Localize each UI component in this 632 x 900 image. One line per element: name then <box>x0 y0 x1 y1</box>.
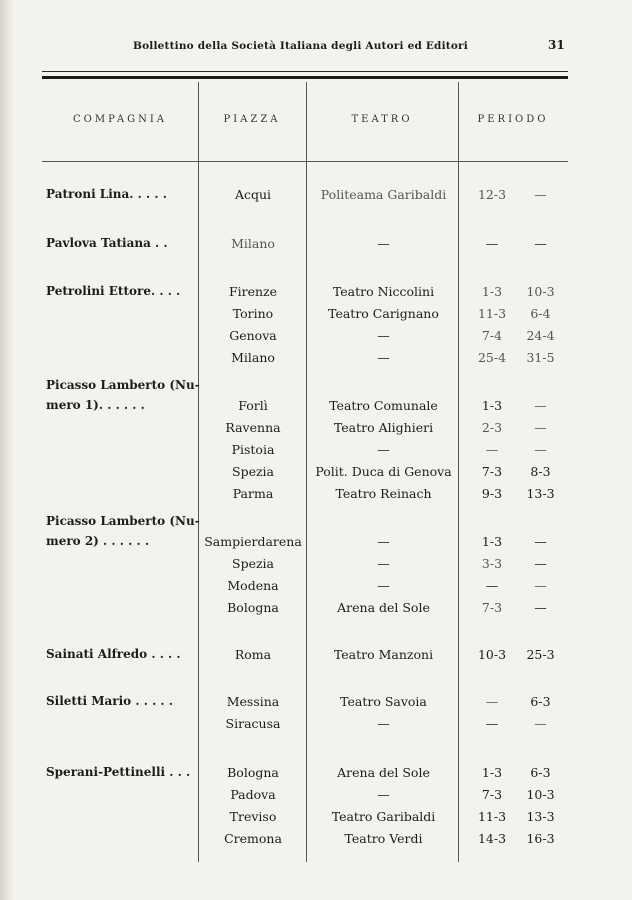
period-from-cell: 1-3 <box>481 284 503 299</box>
period-to-cell: 10-3 <box>526 787 555 802</box>
teatro-cell: Teatro Savoia <box>340 694 427 709</box>
teatro-cell: — <box>377 578 390 593</box>
period-to-cell: 13-3 <box>526 486 555 501</box>
teatro-cell: — <box>377 716 390 731</box>
period-to-cell: — <box>534 534 547 549</box>
piazza-cell: Ravenna <box>225 420 281 435</box>
period-from-cell: 25-4 <box>477 350 507 365</box>
header-rule-thin <box>42 71 568 72</box>
teatro-cell: — <box>377 556 390 571</box>
company-name: Picasso Lamberto (Nu- <box>46 514 200 528</box>
piazza-cell: Forlì <box>238 398 268 413</box>
teatro-cell: — <box>377 236 390 251</box>
teatro-cell: Arena del Sole <box>337 765 430 780</box>
company-name: Picasso Lamberto (Nu- <box>46 378 200 392</box>
piazza-cell: Padova <box>230 787 276 802</box>
period-from-cell: 7-3 <box>481 464 503 479</box>
period-to-cell: 8-3 <box>530 464 551 479</box>
period-to-cell: 31-5 <box>526 350 555 365</box>
running-header-title: Bollettino della Società Italiana degli Autori ed Editori <box>133 40 468 52</box>
piazza-cell: Milano <box>231 236 275 251</box>
teatro-cell: — <box>377 442 390 457</box>
company-name: Pavlova Tatiana . . <box>46 236 168 250</box>
period-to-cell: — <box>534 578 547 593</box>
period-to-cell: — <box>534 716 547 731</box>
period-from-cell: — <box>485 694 499 709</box>
period-to-cell: — <box>534 420 547 435</box>
period-from-cell: 1-3 <box>481 534 503 549</box>
period-to-cell: 13-3 <box>526 809 555 824</box>
piazza-cell: Acqui <box>234 187 272 202</box>
teatro-cell: Politeama Garibaldi <box>320 187 447 202</box>
period-from-cell: — <box>485 578 499 593</box>
period-to-cell: — <box>534 600 547 615</box>
piazza-cell: Bologna <box>227 765 279 780</box>
binding-shadow <box>0 0 14 900</box>
piazza-cell: Spezia <box>232 464 274 479</box>
teatro-cell: Teatro Manzoni <box>333 647 434 662</box>
piazza-cell: Milano <box>231 350 275 365</box>
period-to-cell: — <box>534 236 547 251</box>
period-from-cell: 1-3 <box>481 398 503 413</box>
header-rule-thick <box>42 76 568 79</box>
piazza-cell: Parma <box>232 486 274 501</box>
teatro-cell: Teatro Reinach <box>335 486 432 501</box>
period-to-cell: 10-3 <box>526 284 555 299</box>
period-from-cell: 7-4 <box>481 328 503 343</box>
page-number: 31 <box>548 38 565 52</box>
company-name: mero 1). . . . . . <box>46 398 145 412</box>
teatro-cell: Teatro Verdi <box>344 831 423 846</box>
period-to-cell: 16-3 <box>526 831 555 846</box>
period-to-cell: — <box>534 556 547 571</box>
teatro-cell: — <box>377 787 390 802</box>
period-from-cell: 7-3 <box>481 600 503 615</box>
piazza-cell: Firenze <box>228 284 278 299</box>
piazza-cell: Messina <box>226 694 280 709</box>
teatro-cell: Polit. Duca di Genova <box>315 464 452 479</box>
piazza-cell: Torino <box>232 306 274 321</box>
piazza-cell: Genova <box>229 328 277 343</box>
period-from-cell: 11-3 <box>477 809 507 824</box>
piazza-cell: Spezia <box>232 556 274 571</box>
column-header-teatro: TEATRO <box>351 114 413 125</box>
column-header-piazza: PIAZZA <box>223 114 281 125</box>
piazza-cell: Pistoia <box>231 442 275 457</box>
company-name: Sperani-Pettinelli . . . <box>46 765 191 779</box>
column-header-periodo: PERIODO <box>477 114 549 125</box>
teatro-cell: Arena del Sole <box>337 600 430 615</box>
period-to-cell: 6-3 <box>530 765 551 780</box>
period-from-cell: 7-3 <box>481 787 503 802</box>
piazza-cell: Sampierdarena <box>204 534 302 549</box>
period-to-cell: 6-3 <box>530 694 551 709</box>
teatro-cell: — <box>377 534 390 549</box>
company-name: Sainati Alfredo . . . . <box>46 647 181 661</box>
period-from-cell: 11-3 <box>477 306 507 321</box>
period-to-cell: — <box>534 398 547 413</box>
teatro-cell: — <box>377 350 390 365</box>
period-to-cell: 25-3 <box>526 647 555 662</box>
period-to-cell: 6-4 <box>530 306 551 321</box>
period-from-cell: 3-3 <box>481 556 503 571</box>
period-from-cell: 2-3 <box>481 420 503 435</box>
period-from-cell: 1-3 <box>481 765 503 780</box>
teatro-cell: — <box>377 328 390 343</box>
piazza-cell: Siracusa <box>225 716 281 731</box>
company-name: Petrolini Ettore. . . . <box>46 284 181 298</box>
teatro-cell: Teatro Niccolini <box>332 284 435 299</box>
column-header-rule <box>42 161 568 162</box>
period-to-cell: 24-4 <box>526 328 555 343</box>
period-from-cell: 12-3 <box>477 187 507 202</box>
piazza-cell: Roma <box>234 647 272 662</box>
period-from-cell: 10-3 <box>477 647 507 662</box>
teatro-cell: Teatro Garibaldi <box>331 809 436 824</box>
teatro-cell: Teatro Comunale <box>329 398 438 413</box>
piazza-cell: Treviso <box>229 809 277 824</box>
period-from-cell: 9-3 <box>481 486 503 501</box>
period-from-cell: — <box>485 716 499 731</box>
column-header-compagnia: COMPAGNIA <box>72 114 168 125</box>
company-name: mero 2) . . . . . . <box>46 534 149 548</box>
period-from-cell: 14-3 <box>477 831 507 846</box>
piazza-cell: Cremona <box>224 831 282 846</box>
piazza-cell: Modena <box>227 578 279 593</box>
teatro-cell: Teatro Carignano <box>328 306 439 321</box>
piazza-cell: Bologna <box>227 600 279 615</box>
period-to-cell: — <box>534 442 547 457</box>
period-to-cell: — <box>534 187 547 202</box>
teatro-cell: Teatro Alighieri <box>333 420 434 435</box>
company-name: Patroni Lina. . . . . <box>46 187 167 201</box>
period-from-cell: — <box>485 236 499 251</box>
period-from-cell: — <box>485 442 499 457</box>
company-name: Siletti Mario . . . . . <box>46 694 173 708</box>
